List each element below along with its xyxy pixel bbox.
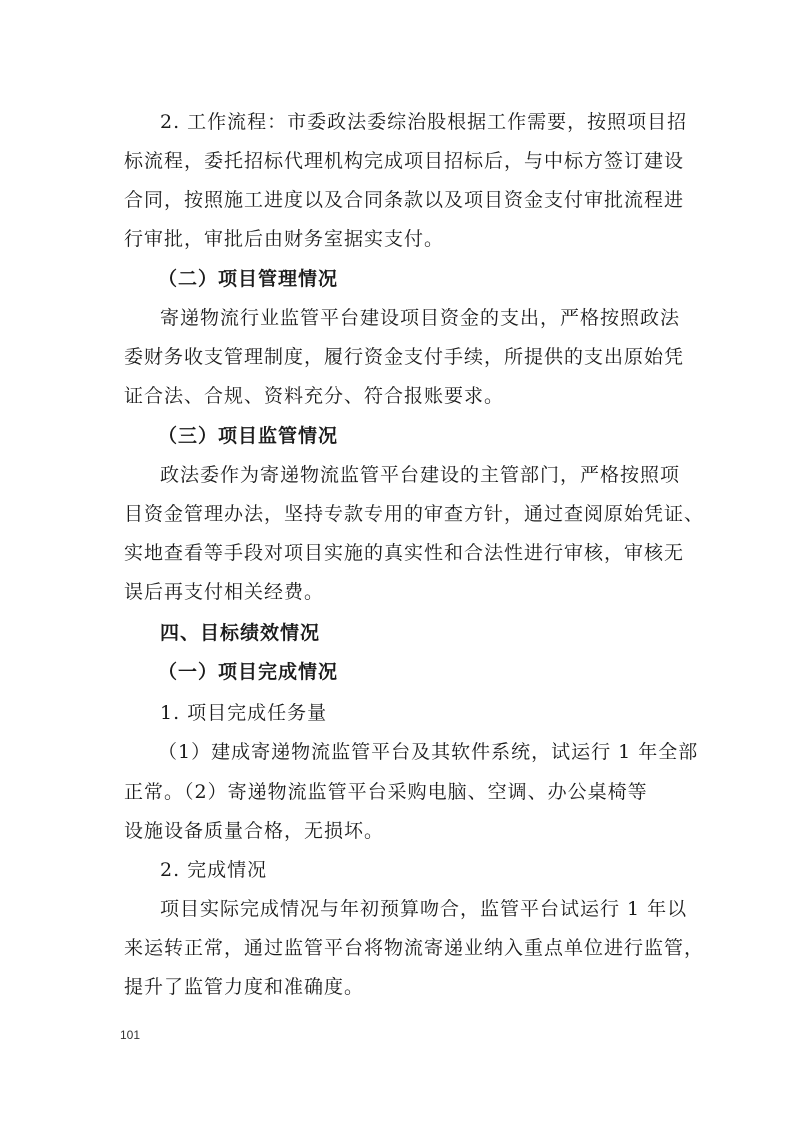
paragraph-line: 寄递物流行业监管平台建设项目资金的支出，严格按照政法 <box>160 307 681 329</box>
paragraph-line: 合同，按照施工进度以及合同条款以及项目资金支付审批流程进 <box>124 189 685 211</box>
paragraph-line: 目资金管理办法，坚持专款专用的审查方针，通过查阅原始凭证、 <box>124 503 705 525</box>
paragraph-line: 实地查看等手段对项目实施的真实性和合法性进行审核，审核无 <box>124 542 685 564</box>
paragraph-line: 行审批，审批后由财务室据实支付。 <box>124 228 445 250</box>
paragraph-line: 证合法、合规、资料充分、符合报账要求。 <box>124 385 505 407</box>
page-number: 101 <box>120 1028 141 1042</box>
paragraph-line: （1）建成寄递物流监管平台及其软件系统，试运行 1 年全部 <box>158 741 699 763</box>
paragraph-line: 设施设备质量合格，无损坏。 <box>124 820 385 842</box>
section-heading: （二）项目管理情况 <box>158 268 339 290</box>
section-heading: （一）项目完成情况 <box>158 661 339 683</box>
subheading: 2. 完成情况 <box>160 859 268 881</box>
paragraph-line: 提升了监管力度和准确度。 <box>124 976 365 998</box>
chapter-heading: 四、目标绩效情况 <box>160 622 321 644</box>
paragraph-line: 误后再支付相关经费。 <box>124 581 325 603</box>
paragraph-line: 来运转正常，通过监管平台将物流寄递业纳入重点单位进行监管， <box>124 937 705 959</box>
paragraph-line: 标流程，委托招标代理机构完成项目招标后，与中标方签订建设 <box>124 150 685 172</box>
paragraph-line: 项目实际完成情况与年初预算吻合，监管平台试运行 1 年以 <box>160 898 688 920</box>
paragraph-line: 委财务收支管理制度，履行资金支付手续，所提供的支出原始凭 <box>124 346 685 368</box>
paragraph-line: 2. 工作流程：市委政法委综治股根据工作需要，按照项目招 <box>160 111 688 133</box>
subheading: 1. 项目完成任务量 <box>160 702 328 724</box>
paragraph-line: 正常。（2）寄递物流监管平台采购电脑、空调、办公桌椅等 <box>124 781 648 803</box>
paragraph-line: 政法委作为寄递物流监管平台建设的主管部门，严格按照项 <box>160 464 681 486</box>
section-heading: （三）项目监管情况 <box>158 425 339 447</box>
